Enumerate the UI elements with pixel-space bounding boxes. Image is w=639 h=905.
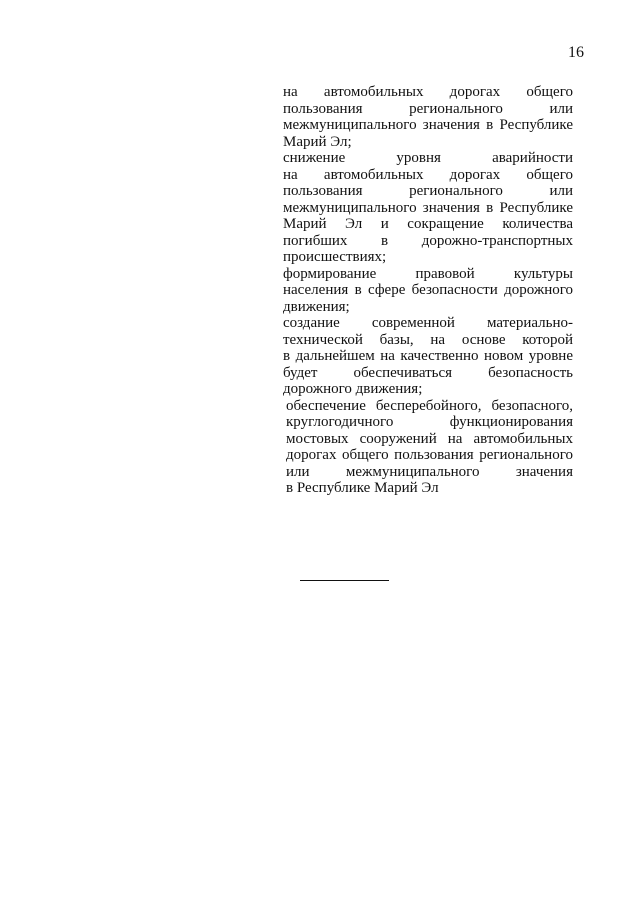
text-line: движения; [283,298,350,315]
text-line: дорогах общего пользования регионального [286,447,573,463]
text-line: Марий Эл; [283,133,352,150]
text-line: происшествиях; [283,249,387,265]
text-line: в дальнейшем на качественно новом уровне [283,348,573,364]
text-line: снижение уровня аварийности [283,150,573,166]
text-line: Марий Эл и сокращение количества [283,216,573,232]
text-line: создание современной материально- [283,315,573,331]
text-line: межмуниципального значения в Республике [283,199,573,216]
text-line: обеспечение бесперебойного, безопасного, [286,397,573,414]
text-line: пользования регионального или [283,100,573,117]
document-body [283,84,573,497]
text-line: пользования регионального или [283,183,573,199]
text-line: населения в сфере безопасности дорожного [283,282,573,298]
text-line: формирование правовой культуры [283,265,573,282]
text-line: дорожного движения; [283,381,423,397]
page-number: 16 [568,44,584,61]
text-line: будет обеспечиваться безопасность [283,364,573,381]
text-line: на автомобильных дорогах общего [283,166,573,183]
text-line: мостовых сооружений на автомобильных [286,430,573,447]
text-line: погибших в дорожно-транспортных [283,232,573,249]
text-line: на автомобильных дорогах общего [283,84,573,100]
end-separator-line [300,580,389,581]
text-line: межмуниципального значения в Республике [283,117,573,133]
text-line: круглогодичного функционирования [286,414,573,430]
text-line: в Республике Марий Эл [286,480,439,496]
text-line: технической базы, на основе которой [283,331,573,348]
text-line: или межмуниципального значения [286,463,573,480]
